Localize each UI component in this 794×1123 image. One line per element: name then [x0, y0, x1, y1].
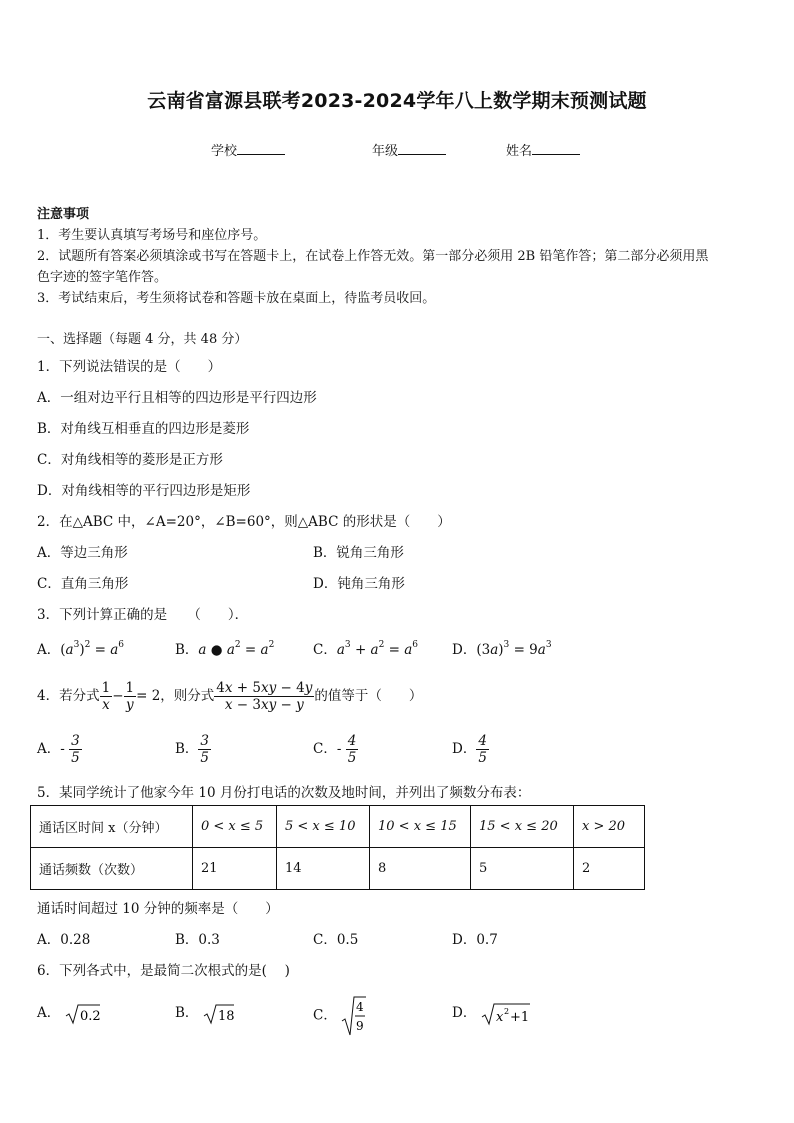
- q4-a-value: - $\frac{3}{5}$: [60, 733, 80, 766]
- q1-option-b: B．对角线互相垂直的四边形是菱形: [37, 421, 250, 437]
- notice-item-3: 3．考试结束后，考生须将试卷和答题卡放在桌面上，待监考员收回。: [37, 291, 436, 306]
- section-heading: 一、选择题（每题 4 分，共 48 分）: [37, 332, 248, 347]
- name-blank: [532, 142, 580, 155]
- q5-option-c: C．0.5: [313, 932, 359, 948]
- q4-b-label: B．: [175, 741, 199, 757]
- q4-condition: $\frac{1}{x}$ − $\frac{1}{y}$ = 2: [101, 680, 161, 713]
- table-cell: 8: [370, 848, 471, 890]
- table-row-label: 通话频数（次数）: [31, 848, 193, 890]
- q6-c-radical: [341, 995, 367, 1037]
- q2-stem: 2．在△ABC 中，∠A=20°，∠B=60°，则△ABC 的形状是（ ）: [37, 514, 451, 530]
- q1-option-d: D．对角线相等的平行四边形是矩形: [37, 483, 251, 499]
- q3-option-a: [37, 638, 124, 658]
- table-row: [31, 806, 645, 848]
- q5-option-a: A．0.28: [37, 932, 91, 948]
- table-row-label: 通话区时间 x（分钟）: [31, 806, 193, 848]
- svg-text:x: x: [495, 1009, 503, 1025]
- q6-c-label: C．: [313, 1007, 337, 1024]
- q6-a-radical: [65, 1003, 101, 1025]
- q6-d-radical: [481, 1002, 531, 1026]
- name-field: [506, 140, 580, 159]
- grade-blank: [398, 142, 446, 155]
- table-row: [31, 848, 645, 890]
- q1-option-c: C．对角线相等的菱形是正方形: [37, 452, 223, 468]
- q6-d-label: D．: [452, 1005, 477, 1021]
- q6-option-b: [175, 1001, 235, 1025]
- notice-item-2-cont: 色字迹的签字笔作答。: [37, 270, 168, 285]
- q3-stem: 3．下列计算正确的是 （ ）．: [37, 607, 249, 623]
- table-cell: 5 < x ≤ 10: [277, 806, 370, 848]
- svg-text:9: 9: [356, 1019, 364, 1033]
- q4-c-value: - $\frac{4}{5}$: [336, 733, 357, 766]
- table-cell: x > 20: [574, 806, 645, 848]
- q4-a-label: A．: [37, 741, 61, 757]
- q4-option-c: [313, 733, 358, 766]
- q3-option-b: [175, 638, 274, 658]
- q4-c-label: C．: [313, 741, 337, 757]
- q3-option-d: [452, 638, 552, 658]
- table-cell: 14: [277, 848, 370, 890]
- q5-option-b: B．0.3: [175, 932, 220, 948]
- name-label: 姓名: [506, 144, 533, 159]
- svg-text:0.2: 0.2: [79, 1008, 101, 1024]
- table-cell: 0 < x ≤ 5: [193, 806, 277, 848]
- q4-stem-pre: 4．若分式: [37, 688, 100, 704]
- q4-d-label: D．: [452, 741, 477, 757]
- frequency-table: [30, 805, 645, 890]
- notice-item-2: 2．试题所有答案必须填涂或书写在答题卡上，在试卷上作答无效。第一部分必须用 2B 铅笔作答；第二部分必须用黑: [37, 249, 709, 264]
- page-title: 云南省富源县联考2023-2024学年八上数学期末预测试题: [147, 90, 647, 112]
- q6-a-label: A．: [37, 1005, 61, 1021]
- grade-label: 年级: [372, 144, 399, 159]
- svg-text:+1: +1: [509, 1009, 529, 1025]
- q6-stem: 6．下列各式中，是最简二次根式的是( ): [37, 963, 290, 979]
- q2-option-c: C．直角三角形: [37, 576, 129, 592]
- q3-d-formula: $(3a)^3 = 9a^3$: [476, 640, 552, 658]
- q3-b-formula: a ● $a^2 = a^2$: [198, 640, 275, 658]
- q4-d-value: $\frac{4}{5}$: [478, 733, 487, 766]
- q3-d-label: D．: [452, 642, 477, 658]
- q5-option-d: D．0.7: [452, 932, 498, 948]
- q4-option-a: [37, 733, 82, 766]
- q6-b-radical: [203, 1003, 235, 1025]
- q3-c-formula: $a^3 + a^2 = a^6$: [336, 640, 419, 658]
- school-field: [211, 140, 285, 159]
- q4-option-d: [452, 733, 489, 766]
- svg-text:2: 2: [503, 1006, 509, 1016]
- table-cell: 21: [193, 848, 277, 890]
- q4-option-b: [175, 733, 211, 766]
- q1-stem: 1．下列说法错误的是（ ）: [37, 359, 222, 375]
- notice-item-1: 1．考生要认真填写考场号和座位序号。: [37, 228, 267, 243]
- q3-option-c: [313, 638, 418, 658]
- q6-option-d: [452, 1001, 531, 1026]
- q4-stem-mid: ，则分式: [160, 688, 215, 704]
- q3-a-label: A．: [37, 642, 61, 658]
- svg-text:4: 4: [356, 1000, 364, 1014]
- table-cell: 10 < x ≤ 15: [370, 806, 471, 848]
- q4-stem-post: 的值等于（ ）: [314, 688, 423, 704]
- q2-option-b: B．锐角三角形: [313, 545, 404, 561]
- table-cell: 5: [471, 848, 574, 890]
- q6-b-label: B．: [175, 1005, 199, 1021]
- grade-field: [372, 140, 446, 159]
- table-cell: 15 < x ≤ 20: [471, 806, 574, 848]
- q4-stem: [37, 680, 422, 713]
- table-cell: 2: [574, 848, 645, 890]
- q4-b-value: $\frac{3}{5}$: [200, 733, 210, 766]
- svg-text:18: 18: [217, 1008, 235, 1024]
- school-blank: [237, 142, 285, 155]
- q5-stem: 5．某同学统计了他家今年 10 月份打电话的次数及地时间，并列出了频数分布表：: [37, 785, 531, 801]
- q3-b-label: B．: [175, 642, 199, 658]
- q6-option-a: [37, 1001, 101, 1025]
- notice-heading: 注意事项: [37, 207, 90, 222]
- q5-question: 通话时间超过 10 分钟的频率是（ ）: [37, 901, 279, 917]
- q6-option-c: [313, 995, 367, 1037]
- q4-expression: $\frac{4x + 5xy - 4y}{x - 3xy - y}$: [216, 680, 313, 713]
- q2-option-a: A．等边三角形: [37, 545, 128, 561]
- school-label: 学校: [211, 144, 238, 159]
- q3-a-formula: $(a^3)^2 = a^6$: [60, 640, 125, 658]
- q3-c-label: C．: [313, 642, 337, 658]
- q2-option-d: D．钝角三角形: [313, 576, 405, 592]
- q1-option-a: A．一组对边平行且相等的四边形是平行四边形: [37, 390, 317, 406]
